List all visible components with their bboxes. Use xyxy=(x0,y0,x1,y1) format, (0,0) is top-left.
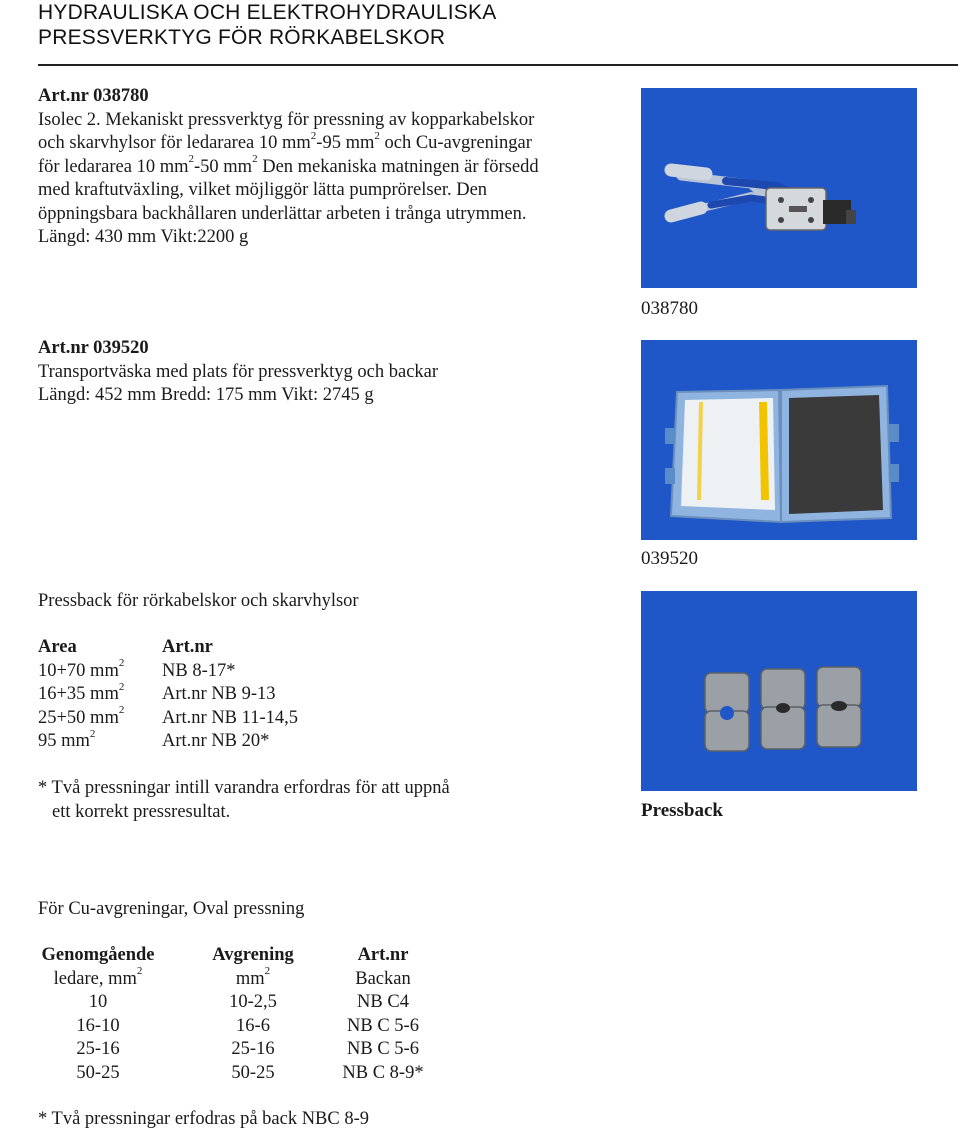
table-row: 95 $mm^2$ xyxy=(38,727,96,751)
col-header-avgrening: Avgrening xyxy=(212,945,294,965)
title-line-1: HYDRAULISKA OCH ELEKTROHYDRAULISKA xyxy=(38,1,497,24)
col-header-artnr: Art.nr xyxy=(357,945,409,965)
press-tool-photo xyxy=(641,88,917,288)
title-line-2: PRESSVERKTYG FÖR RÖRKABELSKOR xyxy=(38,26,446,49)
col-subheader: $mm^2$ xyxy=(235,965,271,989)
col-header-area: Area xyxy=(38,637,77,657)
table-cell: 10 xyxy=(88,992,108,1012)
table-row: 10+70 $mm^2$ xyxy=(38,657,125,681)
desc-line: Transportväska med plats för pressverktyg och backar xyxy=(38,361,439,382)
oval-table xyxy=(38,944,458,1089)
caption-039520: 039520 xyxy=(641,548,698,569)
col-subheader: Backan xyxy=(355,968,411,989)
table-cell: NB C 5-6 xyxy=(347,1015,419,1036)
note-line: ett korrekt pressresultat. xyxy=(52,801,231,822)
desc-line: och skarvhylsor för ledararea 10 $mm^2-95$ $mm^2$ och Cu-avgreningar xyxy=(38,129,532,153)
desc-line: Isolec 2. Mekaniskt pressverktyg för pressning av kopparkabelskor xyxy=(38,109,535,130)
artnr-039520: Art.nr 039520 xyxy=(38,338,149,358)
desc-line: med kraftutväxling, vilket möjliggör lätta pumprörelser. Den xyxy=(38,180,488,200)
table-cell: 16-6 xyxy=(236,1015,270,1036)
table-row: 25+50 $mm^2$ xyxy=(38,704,125,728)
header-divider xyxy=(38,64,958,66)
table-cell: NB 8-17* xyxy=(162,660,236,681)
table-cell: 50-25 xyxy=(231,1062,275,1083)
table-cell: 10-2,5 xyxy=(229,992,277,1012)
oval-heading: För Cu-avgreningar, Oval pressning xyxy=(38,899,305,919)
table-cell: Art.nr NB 9-13 xyxy=(162,684,276,704)
pressback-table xyxy=(38,636,458,756)
desc-line: öppningsbara backhållaren underlättar arbeten i trånga utrymmen. xyxy=(38,203,527,224)
product-038780-description xyxy=(38,85,539,250)
table-cell: 50-25 xyxy=(76,1062,120,1083)
table-cell: NB C 8-9* xyxy=(342,1062,424,1083)
page-title xyxy=(38,0,496,50)
table-cell: 16-10 xyxy=(76,1015,120,1036)
pressback-heading: Pressback för rörkabelskor och skarvhylsor xyxy=(38,591,359,611)
table-cell: Art.nr NB 11-14,5 xyxy=(162,707,298,728)
desc-line: Längd: 452 mm Bredd: 175 mm Vikt: 2745 g xyxy=(38,385,374,405)
oval-note: * Två pressningar erfodras på back NBC 8-9 xyxy=(38,1109,370,1129)
desc-line: för ledararea 10 $mm^2-50$ $mm^2$ Den mekaniska matningen är försedd xyxy=(38,153,539,177)
transport-case-photo xyxy=(641,340,917,540)
caption-038780: 038780 xyxy=(641,298,698,319)
note-line: * Två pressningar intill varandra erfordras för att uppnå xyxy=(38,778,450,798)
table-row: 16+35 $mm^2$ xyxy=(38,680,125,704)
desc-line: Längd: 430 mm Vikt:2200 g xyxy=(38,227,249,247)
artnr-038780: Art.nr 038780 xyxy=(38,86,149,106)
table-cell: NB C4 xyxy=(357,992,409,1012)
table-cell: Art.nr NB 20* xyxy=(162,731,270,751)
table-cell: 25-16 xyxy=(76,1039,120,1059)
press-jaws-photo xyxy=(641,591,917,791)
pressback-note xyxy=(38,777,450,824)
col-header-artnr: Art.nr xyxy=(162,637,213,657)
product-039520-description xyxy=(38,337,438,408)
col-header-genomgaende: Genomgående xyxy=(41,945,155,965)
table-cell: 25-16 xyxy=(231,1039,275,1059)
caption-pressback: Pressback xyxy=(641,800,723,821)
table-cell: NB C 5-6 xyxy=(347,1039,419,1059)
col-subheader: ledare, $mm^2$ xyxy=(53,965,143,989)
